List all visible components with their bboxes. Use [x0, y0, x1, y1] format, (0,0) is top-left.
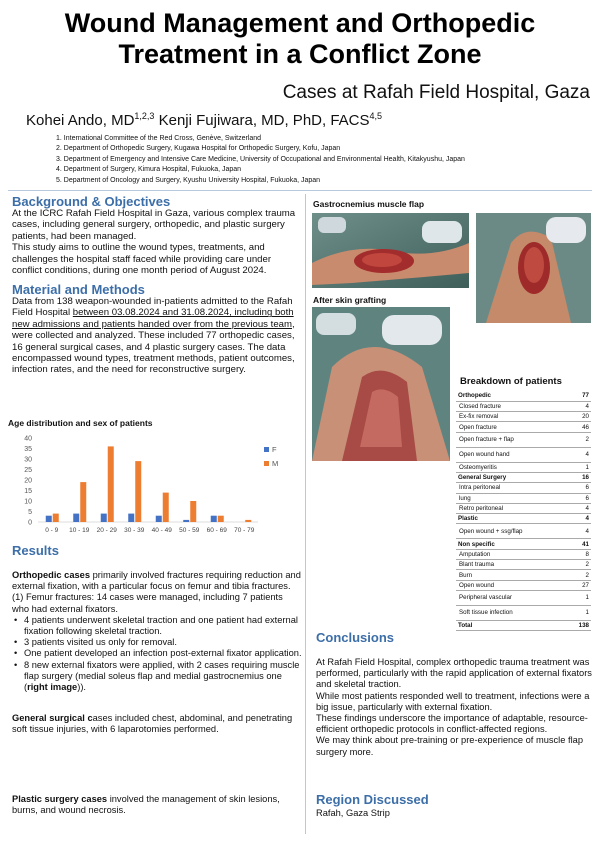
- breakdown-value: 41: [568, 539, 591, 549]
- breakdown-label: Osteomyeritis: [456, 462, 568, 472]
- femur-text: (1) Femur fractures: 14 cases were managed, including 7 patients who had external fixators.: [12, 592, 283, 614]
- breakdown-value: 4: [568, 447, 591, 462]
- breakdown-label: Amputation: [456, 549, 568, 559]
- bar-m: [80, 482, 86, 522]
- methods-heading: Material and Methods: [12, 282, 145, 297]
- breakdown-label: Total: [456, 620, 568, 630]
- breakdown-label: Peripheral vascular: [456, 590, 568, 605]
- breakdown-label: Open fracture + flap: [456, 432, 568, 447]
- bullet4-post: )).: [77, 682, 86, 693]
- bar-m: [108, 446, 114, 522]
- graft-photo-image: [312, 307, 450, 461]
- bar-f: [156, 516, 162, 522]
- age-sex-bar-chart: [8, 430, 298, 540]
- breakdown-table: [456, 391, 591, 631]
- breakdown-value: 2: [568, 560, 591, 570]
- bullet4-bold: right image: [27, 682, 78, 693]
- breakdown-value: 1: [568, 605, 591, 620]
- y-tick-label: 15: [24, 488, 32, 495]
- breakdown-row: [456, 605, 591, 620]
- breakdown-row: [456, 472, 591, 482]
- bar-m: [218, 516, 224, 522]
- y-tick-label: 40: [24, 435, 32, 443]
- breakdown-row: [456, 620, 591, 630]
- bar-f: [128, 514, 134, 522]
- legend-label: F: [272, 445, 277, 454]
- y-tick-label: 0: [28, 519, 32, 527]
- breakdown-row: [456, 432, 591, 447]
- photo-caption-flap: Gastrocnemius muscle flap: [313, 199, 425, 209]
- y-tick-label: 5: [28, 509, 32, 516]
- bar-f: [183, 520, 189, 522]
- breakdown-label: Non specific: [456, 539, 568, 549]
- breakdown-label: Open fracture: [456, 422, 568, 432]
- general-text: ases included chest, abdominal, and penetrating soft tissue injuries, with 6 laparotomies performed.: [12, 713, 293, 735]
- flap-photo-image: [312, 213, 469, 288]
- breakdown-value: 20: [568, 412, 591, 422]
- bar-f: [211, 516, 217, 522]
- breakdown-label: Intra peritoneal: [456, 483, 568, 493]
- breakdown-value: 2: [568, 432, 591, 447]
- author-name: Kohei Ando, MD: [26, 112, 135, 129]
- ortho-text: primarily involved fractures requiring reduction and external fixation, with a particular focus on femur and tibia fractures.: [12, 570, 301, 592]
- breakdown-value: 2: [568, 570, 591, 580]
- flap-photo: [312, 213, 469, 288]
- author-line: [26, 111, 382, 129]
- breakdown-value: 4: [568, 401, 591, 411]
- x-tick-label: 40 - 49: [151, 527, 172, 534]
- author-affiliation-sup: 1,2,3: [134, 111, 155, 121]
- breakdown-row: [456, 560, 591, 570]
- legend-swatch: [264, 447, 269, 452]
- breakdown-value: 77: [568, 391, 591, 401]
- breakdown-title: Breakdown of patients: [460, 376, 562, 387]
- affiliation-item: 4. Department of Surgery, Kimura Hospital, Fukuoka, Japan: [56, 166, 242, 174]
- bar-m: [135, 461, 141, 522]
- conclusions-paragraph: While most patients responded well to treatment, infections were a big issue, particularly with external fixation.: [316, 690, 590, 712]
- y-tick-label: 30: [24, 456, 32, 464]
- results-bullet-list: [12, 615, 302, 693]
- results-bullet: [12, 660, 302, 694]
- breakdown-row: [456, 401, 591, 411]
- breakdown-row: [456, 391, 591, 401]
- affiliation-item: 5. Department of Oncology and Surgery, Kyushu University Hospital, Fukuoka, Japan: [56, 176, 321, 184]
- breakdown-value: 138: [568, 620, 591, 630]
- background-heading: Background & Objectives: [12, 194, 171, 209]
- x-tick-label: 0 - 9: [45, 527, 59, 534]
- results-bullet: • One patient developed an infection post-external fixator application.: [12, 648, 302, 659]
- breakdown-value: 46: [568, 422, 591, 432]
- bar-f: [101, 514, 107, 522]
- breakdown-label: Closed fracture: [456, 401, 568, 411]
- breakdown-row: [456, 483, 591, 493]
- results-bullet: • 3 patients visited us only for removal.: [12, 637, 302, 648]
- methods-date-range: between 03.08.2024 and 31.08.2024, including both new admissions and patients handed over from the previous team: [12, 307, 294, 330]
- bar-m: [245, 520, 251, 522]
- bar-f: [73, 514, 79, 522]
- breakdown-row: [456, 412, 591, 422]
- x-tick-label: 50 - 59: [179, 527, 200, 534]
- legend-swatch: [264, 461, 269, 466]
- breakdown-row: [456, 570, 591, 580]
- breakdown-value: 6: [568, 493, 591, 503]
- breakdown-row: [456, 422, 591, 432]
- y-tick-label: 20: [24, 477, 32, 485]
- breakdown-value: 4: [568, 524, 591, 539]
- x-tick-label: 20 - 29: [96, 527, 117, 534]
- affiliation-list: [56, 134, 465, 186]
- x-tick-label: 10 - 19: [69, 527, 90, 534]
- breakdown-row: [456, 549, 591, 559]
- breakdown-row: [456, 590, 591, 605]
- breakdown-row: [456, 493, 591, 503]
- affiliation-item: 3. Department of Emergency and Intensive Care Medicine, University of Occupational and Environmental Health, Kitakyushu, Japan: [56, 155, 465, 163]
- methods-text-post: , were collected and analyzed. These included 77 orthopedic cases, 16 general surgical cases, and 4 plastic surgery cases. The data encompassed wound types, treatment methods, patient outcomes, infection rates, and the need for reconstructive surgery.: [12, 318, 295, 376]
- breakdown-label: Ex-fix removal: [456, 412, 568, 422]
- breakdown-value: 4: [568, 514, 591, 524]
- breakdown-value: 1: [568, 590, 591, 605]
- header-divider: [8, 190, 592, 191]
- breakdown-row: [456, 524, 591, 539]
- methods-text-pre: Data from 138 weapon-wounded in-patients admitted to the Rafah Field Hospital: [12, 296, 293, 319]
- region-text: Rafah, Gaza Strip: [316, 808, 390, 818]
- column-divider: [305, 194, 306, 834]
- background-paragraph: This study aims to outline the wound types, treatments, and challenges the hospital staff faced while providing care under conflict conditions, during one month period of August 2024.: [12, 242, 272, 277]
- author-name: Kenji Fujiwara, MD, PhD, FACS: [158, 112, 370, 129]
- general-label: General surgical c: [12, 713, 93, 723]
- affiliation-item: 2. Department of Orthopedic Surgery, Kugawa Hospital for Orthopedic Surgery, Kofu, Japan: [56, 145, 341, 153]
- affiliation-item: 1. International Committee of the Red Cross, Genève, Switzerland: [56, 135, 262, 142]
- bar-m: [163, 493, 169, 522]
- conclusions-heading: Conclusions: [316, 630, 395, 645]
- y-tick-label: 10: [24, 498, 32, 506]
- author-affiliation-sup: 4,5: [369, 111, 383, 121]
- breakdown-value: 16: [568, 472, 591, 482]
- background-paragraph: At the ICRC Rafah Field Hospital in Gaza, various complex trauma cases, including general surgery, orthopedic, and plastic surgery patients, had been managed.: [12, 208, 296, 242]
- breakdown-value: 1: [568, 462, 591, 472]
- plastic-text: involved the management of skin lesions, burns, and wound necrosis.: [12, 794, 280, 816]
- breakdown-label: Burn: [456, 570, 568, 580]
- region-heading: Region Discussed: [316, 792, 429, 807]
- bullet4-pre: 8 new external fixators were applied, with 2 cases requiring muscle flap surgery (medial soleus flap and medial gastrocnemius one (: [24, 659, 300, 693]
- conclusions-paragraph: These findings underscore the importance of adaptable, resource-efficient orthopedic protocols in conflict-affected regions.: [316, 713, 588, 735]
- methods-text: [12, 296, 302, 376]
- breakdown-label: Blant trauma: [456, 560, 568, 570]
- x-tick-label: 70 - 79: [234, 527, 255, 534]
- breakdown-label: Orthopedic: [456, 391, 568, 401]
- breakdown-value: 6: [568, 483, 591, 493]
- bar-m: [53, 514, 59, 522]
- conclusions-paragraph: At Rafah Field Hospital, complex orthopedic trauma treatment was performed, particularly with the rapid application of external fixators and skeletal traction.: [316, 657, 592, 690]
- breakdown-label: Open wound hand: [456, 447, 568, 462]
- poster-title: Wound Management and Orthopedic Treatment in a Conflict Zone: [64, 8, 536, 69]
- breakdown-label: Soft tissue infection: [456, 605, 568, 620]
- breakdown-label: Open wound: [456, 580, 568, 590]
- breakdown-value: 8: [568, 549, 591, 559]
- results-text: [12, 570, 302, 693]
- graft-photo: [312, 307, 450, 461]
- poster-subtitle: Cases at Rafah Field Hospital, Gaza: [282, 82, 590, 103]
- breakdown-row: [456, 580, 591, 590]
- chart-title: Age distribution and sex of patients: [8, 418, 153, 428]
- conclusions-paragraph: We may think about pre-training or pre-experience of muscle flap surgery more.: [316, 735, 583, 757]
- breakdown-row: [456, 503, 591, 513]
- plastic-label: Plastic surgery cases: [12, 794, 108, 804]
- breakdown-row: [456, 447, 591, 462]
- plastic-surgery-text: [12, 794, 302, 816]
- legend-label: M: [272, 459, 279, 468]
- results-heading: Results: [12, 543, 59, 558]
- x-tick-label: 60 - 69: [206, 527, 227, 534]
- breakdown-value: 27: [568, 580, 591, 590]
- breakdown-row: [456, 462, 591, 472]
- background-text: [12, 208, 300, 276]
- y-tick-label: 25: [24, 467, 32, 474]
- breakdown-row: [456, 539, 591, 549]
- ortho-label: Orthopedic cases: [12, 570, 91, 580]
- breakdown-label: Plastic: [456, 514, 568, 524]
- x-tick-label: 30 - 39: [124, 527, 145, 534]
- flap-photo-2-image: [476, 213, 591, 323]
- breakdown-label: lung: [456, 493, 568, 503]
- breakdown-label: Open wound + ssg/flap: [456, 524, 568, 539]
- general-surgery-text: [12, 713, 302, 735]
- photo-caption-graft: After skin grafting: [313, 295, 387, 305]
- results-bullet: • 4 patients underwent skeletal traction and one patient had external fixation following skeletal traction.: [12, 615, 302, 637]
- conclusions-text: [316, 657, 592, 758]
- flap-photo-2: [476, 213, 591, 323]
- bar-m: [190, 501, 196, 522]
- y-tick-label: 35: [24, 446, 32, 453]
- breakdown-row: [456, 514, 591, 524]
- bar-f: [46, 516, 52, 522]
- breakdown-label: General Surgery: [456, 472, 568, 482]
- breakdown-value: 4: [568, 503, 591, 513]
- breakdown-label: Retro peritoneal: [456, 503, 568, 513]
